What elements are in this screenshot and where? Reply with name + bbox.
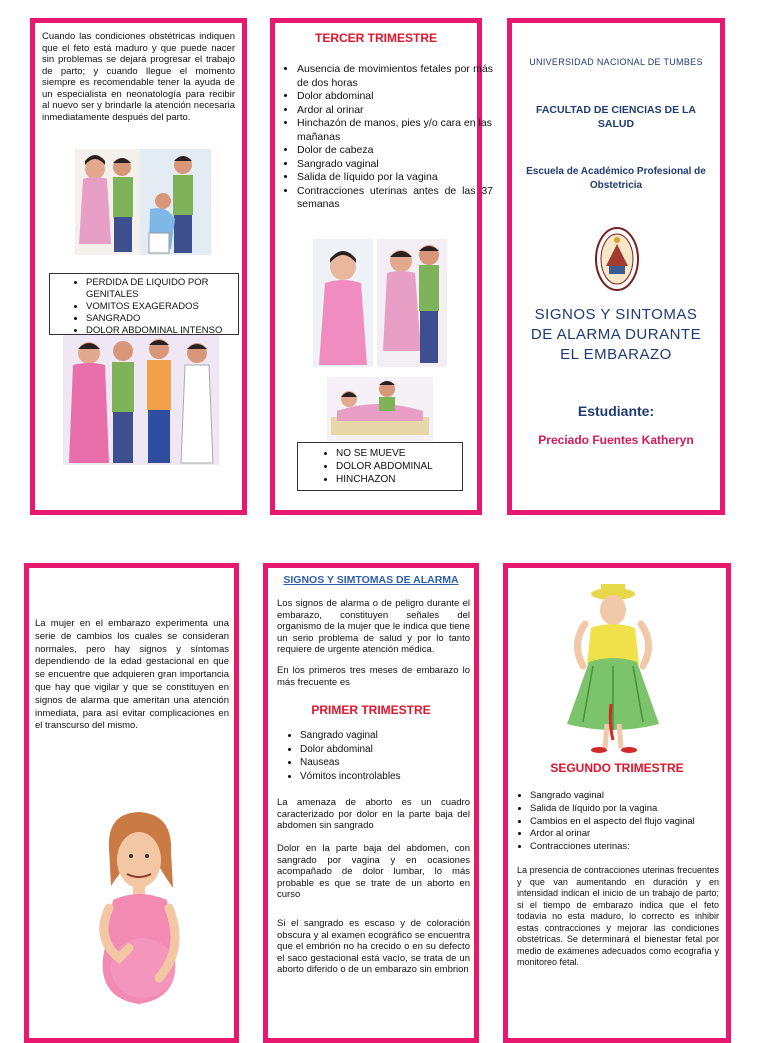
list-item: • Salida de líquido por la vagina — [297, 171, 493, 185]
second-trimester-list — [508, 790, 744, 854]
list-item: • Salida de líquido por la vagina — [530, 803, 744, 816]
first-trimester-title: PRIMER TRIMESTRE — [311, 703, 431, 717]
panel-second-trimester — [503, 563, 731, 1043]
abortion-in-progress-text: Dolor en la parte baja del abdomen, con sangrado por vagina y en ocasiones acompañado de dolor lumbar, lo más probable es que se trate de un aborto en curso — [277, 843, 470, 900]
first-trimester-list — [278, 729, 490, 783]
student-name: Preciado Fuentes Katheryn — [538, 433, 694, 447]
list-item: • Dolor de cabeza — [297, 144, 493, 158]
school-name: Escuela de Académico Profesional de Obstetricia — [526, 166, 706, 191]
student-label: Estudiante: — [577, 403, 655, 419]
panel-warning-signs — [263, 563, 479, 1043]
list-item: • Ardor al orinar — [297, 104, 493, 118]
warning-item: • PERDIDA DE LIQUIDO POR GENITALES — [86, 277, 238, 301]
list-item: • Ausencia de movimientos fetales por más de dos horas — [297, 63, 493, 90]
intro-text: Cuando las condiciones obstétricas indiquen que el feto está maduro y que puede nacer sin problemas se dejará progresar el trabajo de parto; y cuando llegue el momento siempre es recomendable tener la ayuda de un especialista en neonatología para recibir al nuevo ser y brindarle la atención necesaria inmediatamente después del parto. — [42, 31, 235, 123]
university-name: UNIVERSIDAD NACIONAL DE TUMBES — [529, 57, 703, 67]
list-item: • Nauseas — [300, 756, 490, 770]
warning-signs-intro: Los signos de alarma o de peligro durante el embarazo, constituyen señales del organismo de la mujer que le indica que tiene un serio problema de salud y por lo tanto requiere de urgente atención médica. — [277, 598, 470, 655]
list-item: • Ardor al orinar — [530, 828, 744, 841]
warning-item: • SANGRADO — [86, 313, 238, 325]
university-logo-icon — [594, 226, 640, 292]
list-item: • Dolor abdominal — [297, 90, 493, 104]
faculty-name: FACULTAD DE CIENCIAS DE LA SALUD — [535, 104, 697, 130]
list-item: • Sangrado vaginal — [300, 729, 490, 743]
symptom-item: • HINCHAZON — [336, 473, 462, 486]
warning-box — [49, 273, 239, 335]
panel-cover — [507, 18, 725, 515]
list-item: • Cambios en el aspecto del flujo vaginal — [530, 816, 744, 829]
first-months-text: En los primeros tres meses de embarazo lo más frecuente es — [277, 665, 470, 688]
threatened-abortion-text: La amenaza de aborto es un cuadro caracterizado por dolor en la parte baja del abdomen sin sangrado — [277, 797, 470, 831]
illustration-family-nausea — [75, 149, 211, 255]
warning-item: • VOMITOS EXAGERADOS — [86, 301, 238, 313]
panel-introduction — [24, 563, 239, 1043]
list-item: • Vómitos incontrolables — [300, 770, 490, 784]
symptom-box — [297, 442, 463, 491]
warning-item: • DOLOR ABDOMINAL INTENSO — [86, 325, 238, 335]
missed-abortion-text: Si el sangrado es escaso y de coloración obscura y al examen ecográfico se encuentra que el embrión no ha crecido o en su defecto el saco gestacional está vacío, se trata de un aborto diferido o de un embarazo sin embrion — [277, 918, 470, 975]
brochure-title: SIGNOS Y SINTOMAS DE ALARMA DURANTE EL EMBARAZO — [530, 306, 702, 363]
illustration-pregnant-woman — [89, 808, 189, 1008]
list-item: • Dolor abdominal — [300, 743, 490, 757]
list-item: • Contracciones uterinas antes de las 37 semanas — [297, 185, 493, 212]
list-item: • Contracciones uterinas: — [530, 841, 744, 854]
illustration-sick-group — [63, 335, 219, 465]
symptom-item: • NO SE MUEVE — [336, 447, 462, 460]
third-trimester-title: TERCER TRIMESTRE — [314, 31, 437, 45]
illustration-lying-down — [327, 377, 433, 441]
introduction-text: La mujer en el embarazo experimenta una serie de cambios los cuales se consideran normales, pero hay signos y síntomas dependiendo de la edad gestacional en que se encuentre que adquieren gran importancia que hay que vigilar y que se constituyen en signos de alarma que ameritan una atención inmediata, para así evitar complicaciones en el transcurso del mismo. — [35, 618, 229, 732]
panel-third-trimester — [270, 18, 493, 515]
warning-signs-title: SIGNOS Y SIMTOMAS DE ALARMA — [283, 574, 459, 586]
symptom-item: • DOLOR ABDOMINAL — [336, 460, 462, 473]
contractions-text: La presencia de contracciones uterinas frecuentes y que van aumentando en duración y en intensidad indican el inicio de un trabajo de parto; si el tiempo de embarazo indica que el feto todavía no esta maduro, lo correcto es inhibir estas contracciones y mejorar las condiciones obstétricas. Se determinará el bienestar fetal por medio de exámenes adecuados como ecografía y monitoreo fetal. — [517, 865, 719, 967]
list-item: • Hinchazón de manos, pies y/o cara en las mañanas — [297, 117, 493, 144]
list-item: • Sangrado vaginal — [297, 158, 493, 172]
second-trimester-title: SEGUNDO TRIMESTRE — [550, 761, 684, 775]
illustration-woman-bleeding — [563, 584, 663, 754]
third-trimester-list — [275, 63, 493, 212]
list-item: • Sangrado vaginal — [530, 790, 744, 803]
illustration-pregnant-worried — [313, 239, 447, 367]
panel-complications — [30, 18, 247, 515]
